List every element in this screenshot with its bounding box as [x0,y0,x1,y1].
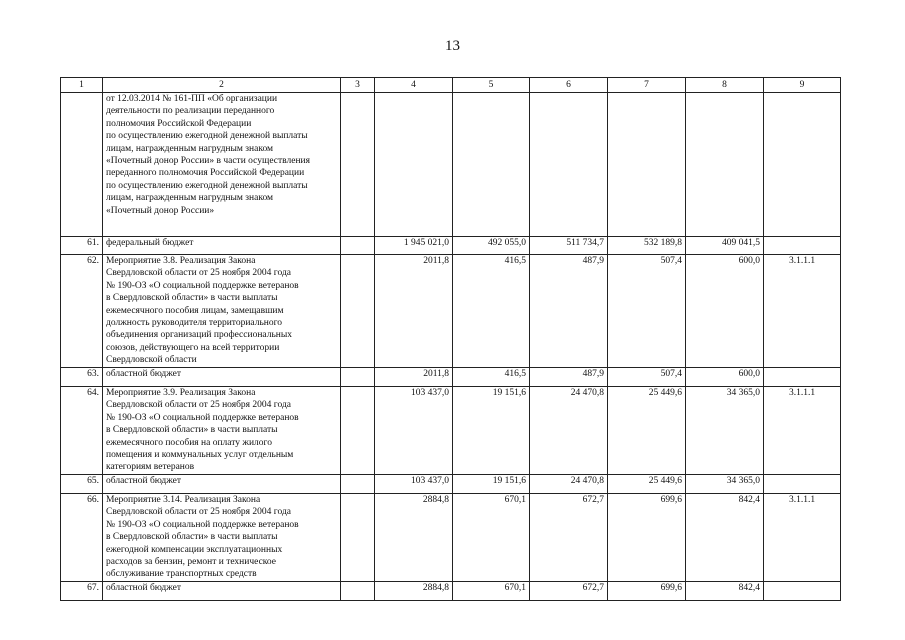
cell-col7 [608,93,686,237]
cell-col7: 699,6 [608,494,686,582]
cell-col5: 670,1 [453,582,530,601]
column-header: 9 [764,78,841,93]
table-row [61,255,841,368]
cell-col3 [341,475,375,494]
column-header: 5 [453,78,530,93]
column-header: 2 [103,78,341,93]
cell-col3 [341,494,375,582]
cell-col6: 487,9 [530,368,608,387]
cell-col7: 25 449,6 [608,387,686,475]
column-header: 3 [341,78,375,93]
cell-col3 [341,582,375,601]
cell-col3 [341,368,375,387]
cell-col4 [375,93,453,237]
cell-col6: 24 470,8 [530,475,608,494]
row-description: областной бюджет [103,368,341,387]
row-number: 61. [61,237,103,255]
budget-table [60,77,841,601]
cell-col4: 1 945 021,0 [375,237,453,255]
cell-col9: 3.1.1.1 [764,494,841,582]
row-description: Мероприятие 3.9. Реализация Закона Свердловской области от 25 ноября 2004 года № 190-ОЗ «О социальной поддержке ветеранов в Свердловской области» в части выплаты ежемесячного пособия на оплату жилого помещения и коммунальных услуг отдельным категориям ветеранов [103,387,341,475]
cell-col6: 24 470,8 [530,387,608,475]
row-number: 64. [61,387,103,475]
row-description: Мероприятие 3.14. Реализация Закона Свердловской области от 25 ноября 2004 года № 190-ОЗ «О социальной поддержке ветеранов в Свердловской области» в части выплаты ежегодной компенсации эксплуатационных расходов за бензин, ремонт и техническое обслуживание транспортных средств [103,494,341,582]
cell-col3 [341,255,375,368]
cell-col9: 3.1.1.1 [764,255,841,368]
row-description: от 12.03.2014 № 161-ПП «Об организации деятельности по реализации переданного полномочия Российской Федерации по осуществлению ежегодной денежной выплаты лицам, награжденным нагрудным знаком «Почетный донор России» в части осуществления переданного полномочия Российской Федерации по осуществлению ежегодной денежной выплаты лицам, награжденным нагрудным знаком «Почетный донор России» [103,93,341,237]
table-row [61,387,841,475]
table-row [61,582,841,601]
page-number: 13 [445,38,460,54]
cell-col8: 600,0 [686,255,764,368]
row-number: 62. [61,255,103,368]
table-row [61,237,841,255]
cell-col3 [341,237,375,255]
table-header-row [61,78,841,93]
row-description: областной бюджет [103,582,341,601]
cell-col9 [764,368,841,387]
row-description: областной бюджет [103,475,341,494]
cell-col8: 842,4 [686,582,764,601]
cell-col4: 2884,8 [375,494,453,582]
cell-col5: 492 055,0 [453,237,530,255]
column-header: 7 [608,78,686,93]
cell-col7: 699,6 [608,582,686,601]
cell-col6: 511 734,7 [530,237,608,255]
cell-col7: 507,4 [608,255,686,368]
row-number: 63. [61,368,103,387]
column-header: 4 [375,78,453,93]
row-description: федеральный бюджет [103,237,341,255]
cell-col9 [764,582,841,601]
cell-col5: 19 151,6 [453,475,530,494]
column-header: 1 [61,78,103,93]
column-header: 6 [530,78,608,93]
cell-col4: 103 437,0 [375,387,453,475]
cell-col5: 19 151,6 [453,387,530,475]
cell-col8: 842,4 [686,494,764,582]
row-description: Мероприятие 3.8. Реализация Закона Свердловской области от 25 ноября 2004 года № 190-ОЗ «О социальной поддержке ветеранов в Свердловской области» в части выплаты ежемесячного пособия лицам, замещавшим должность руководителя территориального объединения организаций профессиональных союзов, действующего на всей территории Свердловской области [103,255,341,368]
cell-col9 [764,237,841,255]
cell-col6: 672,7 [530,582,608,601]
cell-col7: 532 189,8 [608,237,686,255]
cell-col5: 416,5 [453,368,530,387]
cell-col5 [453,93,530,237]
cell-col8: 34 365,0 [686,475,764,494]
cell-col6: 672,7 [530,494,608,582]
cell-col6 [530,93,608,237]
cell-col9 [764,93,841,237]
cell-col5: 416,5 [453,255,530,368]
column-header: 8 [686,78,764,93]
row-number: 66. [61,494,103,582]
cell-col6: 487,9 [530,255,608,368]
cell-col3 [341,93,375,237]
row-number: 65. [61,475,103,494]
cell-col8 [686,93,764,237]
cell-col4: 2011,8 [375,368,453,387]
table-row [61,494,841,582]
cell-col7: 507,4 [608,368,686,387]
cell-col4: 2884,8 [375,582,453,601]
row-number [61,93,103,237]
table-row [61,93,841,237]
cell-col7: 25 449,6 [608,475,686,494]
cell-col4: 2011,8 [375,255,453,368]
cell-col8: 600,0 [686,368,764,387]
cell-col9 [764,475,841,494]
cell-col8: 409 041,5 [686,237,764,255]
cell-col3 [341,387,375,475]
table-row [61,475,841,494]
table-row [61,368,841,387]
cell-col8: 34 365,0 [686,387,764,475]
cell-col5: 670,1 [453,494,530,582]
cell-col9: 3.1.1.1 [764,387,841,475]
row-number: 67. [61,582,103,601]
cell-col4: 103 437,0 [375,475,453,494]
